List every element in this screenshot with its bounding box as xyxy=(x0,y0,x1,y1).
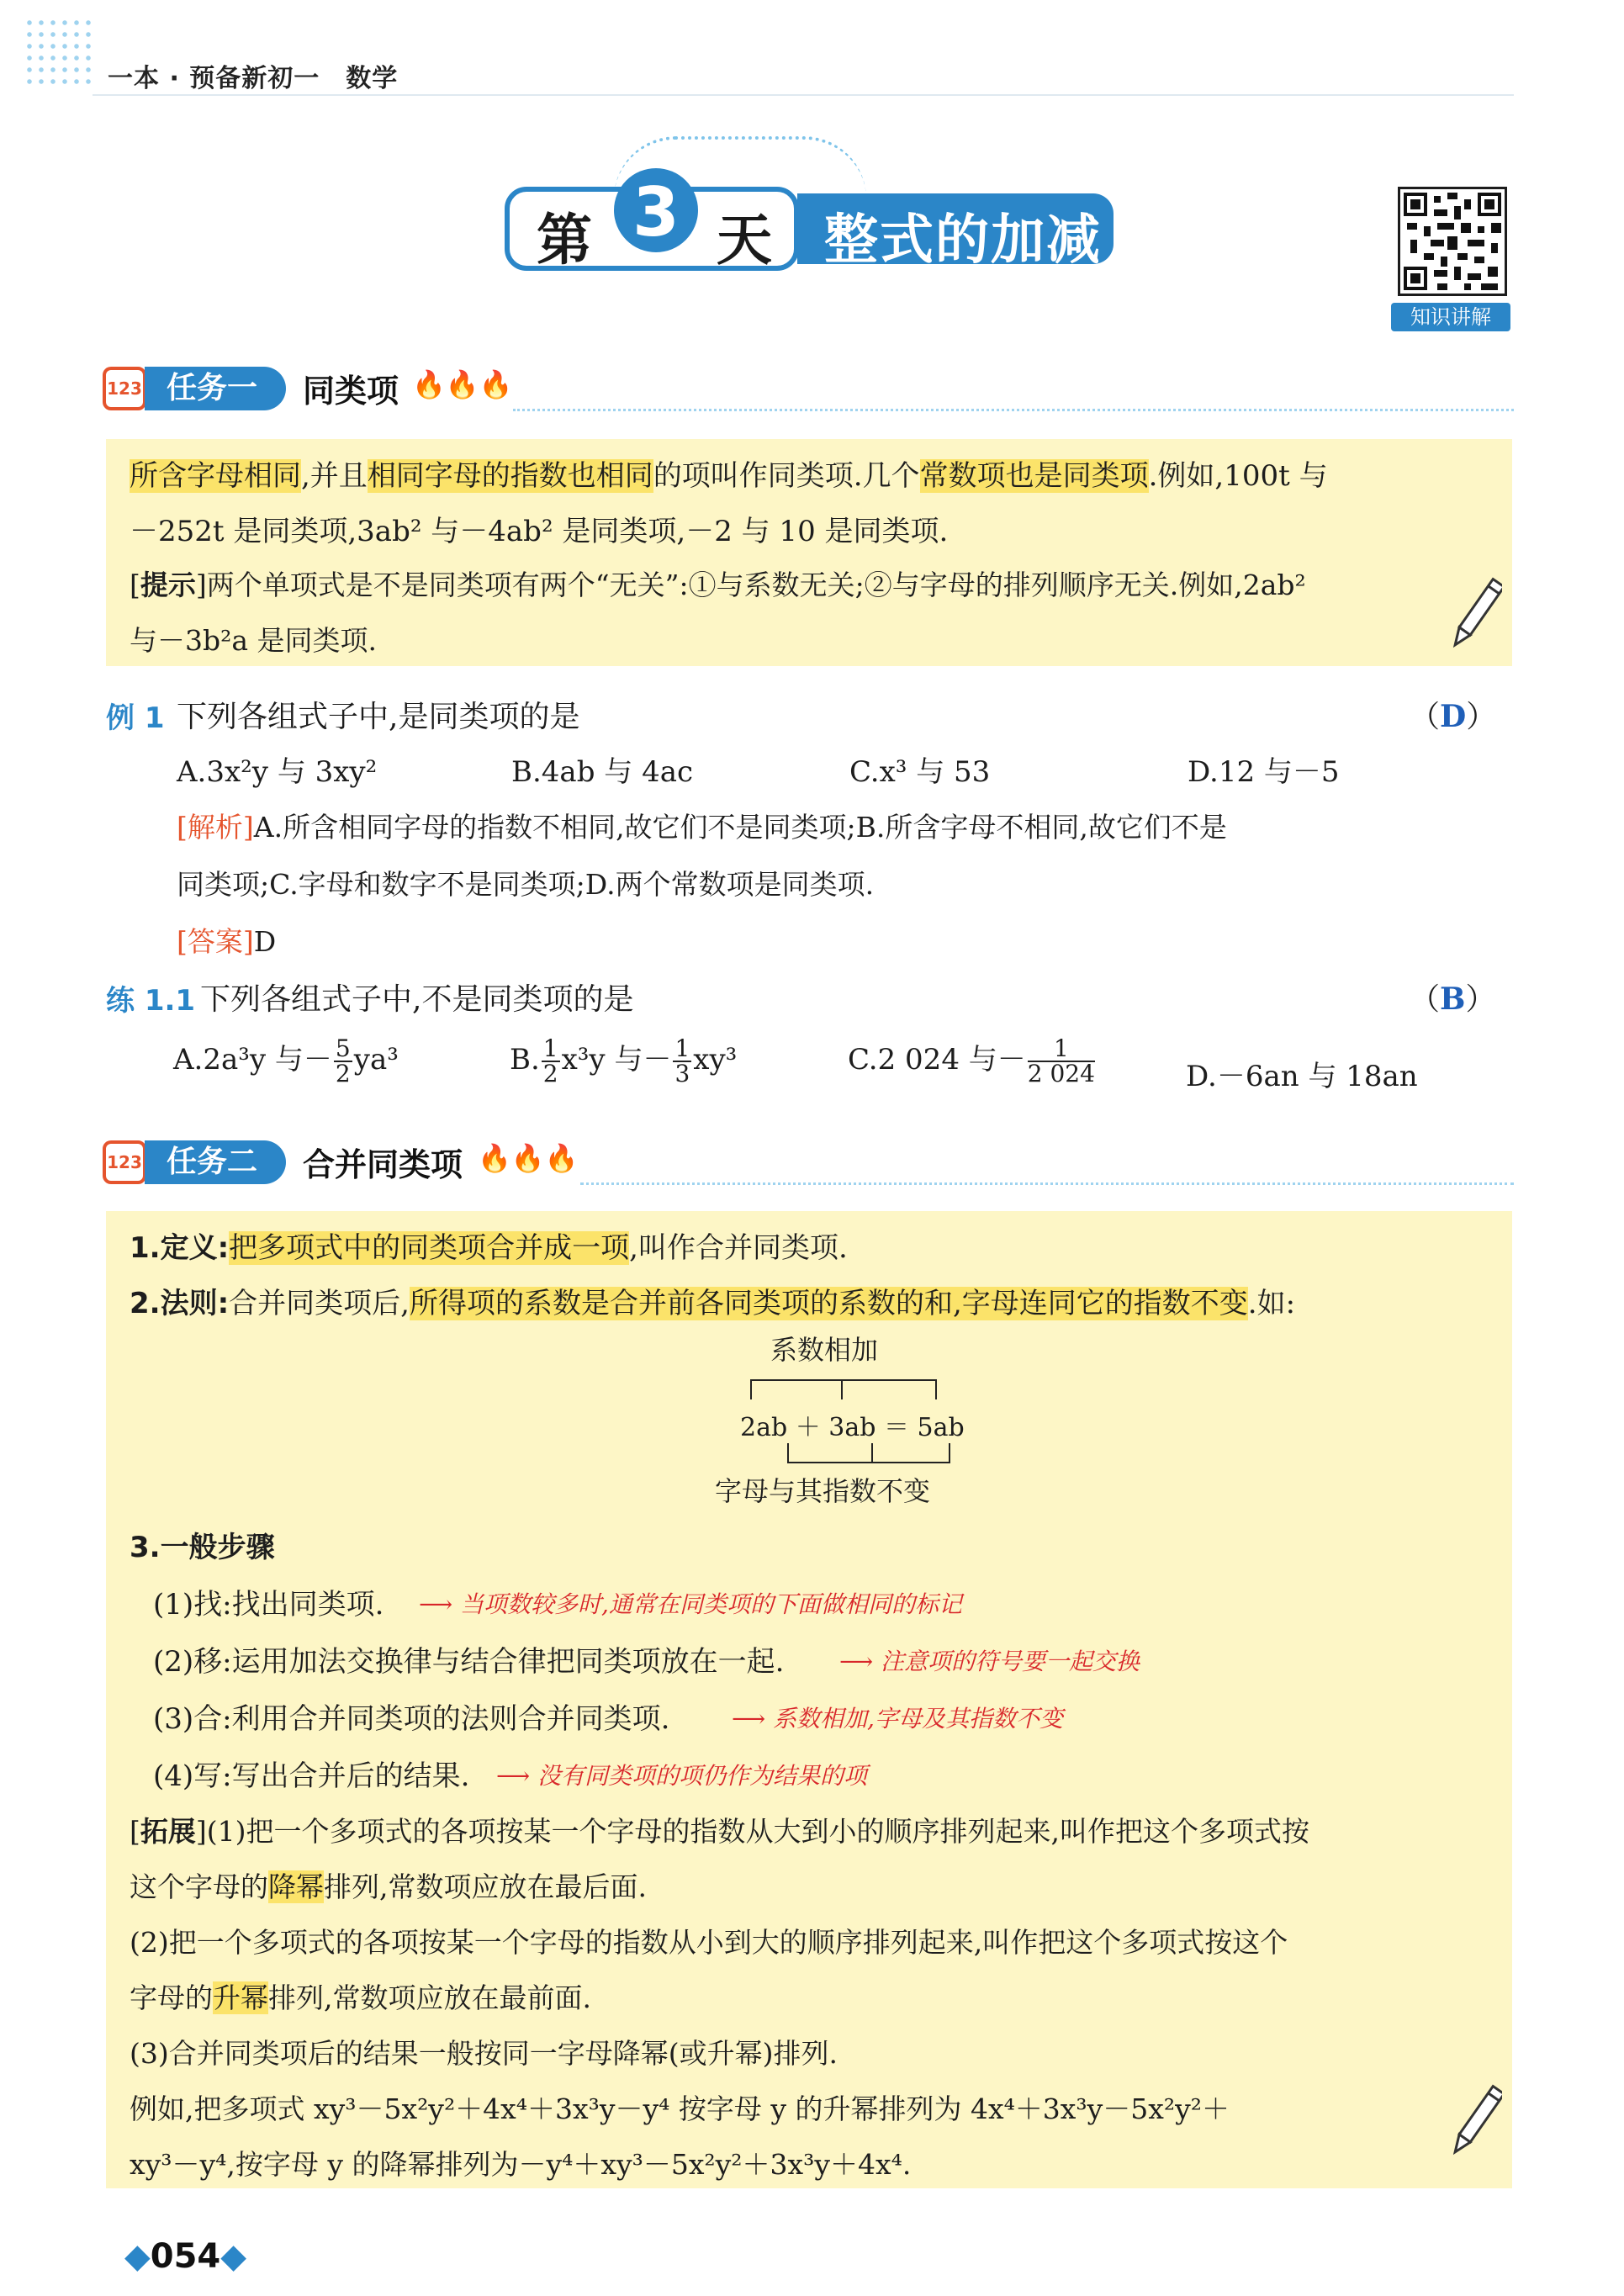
ext-3: (3)合并同类项后的结果一般按同一字母降幂(或升幂)排列. xyxy=(130,2037,838,2070)
example1-option-a: A.3x²y 与 3xy² xyxy=(177,755,378,789)
step-1-note: ⟶ 当项数较多时,通常在同类项的下面做相同的标记 xyxy=(419,1590,962,1618)
step-1: (1)找:找出同类项. xyxy=(153,1588,384,1621)
ext-2-line-1: (2)把一个多项式的各项按某一个字母的指数从小到大的顺序排列起来,叫作把这个多项式按这个 xyxy=(130,1926,1288,1959)
task2-icon: 123 xyxy=(103,1140,146,1184)
task1-rule xyxy=(513,409,1514,411)
title-number: 3 xyxy=(632,173,680,251)
ext-example-line-1: 例如,把多项式 xy³－5x²y²＋4x⁴＋3x³y－y⁴ 按字母 y 的升幂排列为 4x⁴＋3x³y－5x²y²＋ xyxy=(130,2092,1230,2125)
example1-option-b: B.4ab 与 4ac xyxy=(511,755,694,789)
steps-label: 3.一般步骤 xyxy=(130,1531,275,1564)
example1-question: 下列各组式子中,是同类项的是 xyxy=(177,700,580,734)
example1-jiexi-line-2: 同类项;C.字母和数字不是同类项;D.两个常数项是同类项. xyxy=(177,868,875,901)
ext-1-line-2: 这个字母的降幂排列,常数项应放在最后面. xyxy=(130,1870,647,1903)
task2-content-box xyxy=(106,1211,1512,2188)
task1-icon: 123 xyxy=(103,367,146,410)
diagram-bottom-label: 字母与其指数不变 xyxy=(715,1475,931,1507)
step-3: (3)合:利用合并同类项的法则合并同类项. xyxy=(153,1702,670,1736)
header-divider xyxy=(93,94,1514,96)
task2-rule xyxy=(580,1182,1514,1185)
step-4: (4)写:写出合并后的结果. xyxy=(153,1759,470,1793)
example1-answer-paren: （D） xyxy=(1410,699,1497,734)
tip-line-1: [提示]两个单项式是不是同类项有两个“无关”:①与系数无关;②与字母的排列顺序无关.例如,2ab² xyxy=(130,569,1306,601)
ext-example-line-2: xy³－y⁴,按字母 y 的降幂排列为－y⁴＋xy³－5x²y²＋3x³y＋4x⁴. xyxy=(130,2148,912,2181)
title-tian: 天 xyxy=(717,208,772,272)
diagram-top-label: 系数相加 xyxy=(770,1334,879,1366)
practice1-option-c: C.2 024 与－ $\frac{1}{2 024}$ xyxy=(848,1034,1095,1087)
practice1-option-d: D.－6an 与 18an xyxy=(1186,1060,1418,1093)
practice1-option-a: A.2a³y 与－ $\frac{5}{2}$ ya³ xyxy=(173,1034,399,1087)
task2-tag: 任务二 xyxy=(145,1140,286,1184)
page-number: ◆054◆ xyxy=(124,2237,247,2276)
def1-line: 1.定义:把多项式中的同类项合并成一项,叫作合并同类项. xyxy=(130,1231,848,1265)
def-line-1: 所含字母相同,并且相同字母的指数也相同的项叫作同类项.几个常数项也是同类项.例如,100t 与 xyxy=(130,459,1328,493)
qr-code-icon[interactable] xyxy=(1398,187,1507,296)
task1-definition-box xyxy=(106,439,1512,666)
title-banner xyxy=(505,173,1114,272)
practice1-option-b: B. $\frac{1}{2}$ x³y 与－ $\frac{1}{3}$ xy³ xyxy=(510,1034,738,1087)
pencil-icon xyxy=(1452,2079,1502,2163)
example1-daan: [答案]D xyxy=(177,925,277,958)
decor-dots xyxy=(24,17,94,89)
flame-icon: 🔥🔥🔥 xyxy=(412,368,513,400)
title-di: 第 xyxy=(537,208,592,272)
step-3-note: ⟶ 系数相加,字母及其指数不变 xyxy=(732,1705,1063,1733)
def2-line: 2.法则:合并同类项后,所得项的系数是合并前各同类项的系数的和,字母连同它的指数不变.如: xyxy=(130,1287,1296,1320)
def-line-2: －252t 是同类项,3ab² 与－4ab² 是同类项,－2 与 10 是同类项. xyxy=(130,515,949,548)
example1-option-c: C.x³ 与 53 xyxy=(849,755,991,789)
qr-block[interactable] xyxy=(1391,187,1510,329)
task1-title: 同类项 xyxy=(303,373,399,410)
task1-tag: 任务一 xyxy=(145,367,286,410)
example1-label: 例 1 xyxy=(106,701,165,735)
title-topic: 整式的加减 xyxy=(824,209,1102,272)
diagram-expression: 2ab ＋ 3ab ＝ 5ab xyxy=(740,1413,965,1442)
task2-title: 合并同类项 xyxy=(303,1146,463,1183)
practice1-question: 下列各组式子中,不是同类项的是 xyxy=(200,982,634,1017)
tip-line-2: 与－3b²a 是同类项. xyxy=(130,624,378,657)
step-2: (2)移:运用加法交换律与结合律把同类项放在一起. xyxy=(153,1645,785,1679)
step-4-note: ⟶ 没有同类项的项仍作为结果的项 xyxy=(496,1762,868,1790)
practice1-answer-paren: （B） xyxy=(1410,981,1496,1017)
merge-diagram xyxy=(706,1329,965,1531)
ext-2-line-2: 字母的升幂排列,常数项应放在最前面. xyxy=(130,1981,591,2014)
header-text: 一本 · 预备新初一 数学 xyxy=(108,64,399,93)
pencil-icon xyxy=(1452,572,1502,656)
example1-jiexi-line-1: [解析]A.所含相同字母的指数不相同,故它们不是同类项;B.所含字母不相同,故它们不是 xyxy=(177,811,1227,844)
flame-icon: 🔥🔥🔥 xyxy=(478,1142,579,1174)
qr-label: 知识讲解 xyxy=(1391,303,1510,331)
example1-option-d: D.12 与－5 xyxy=(1188,755,1340,789)
practice1-label: 练 1.1 xyxy=(106,984,196,1018)
step-2-note: ⟶ 注意项的符号要一起交换 xyxy=(839,1648,1140,1675)
ext-1-line-1: [拓展](1)把一个多项式的各项按某一个字母的指数从大到小的顺序排列起来,叫作把这个多项式按 xyxy=(130,1815,1309,1848)
title-topic-box xyxy=(797,193,1114,272)
